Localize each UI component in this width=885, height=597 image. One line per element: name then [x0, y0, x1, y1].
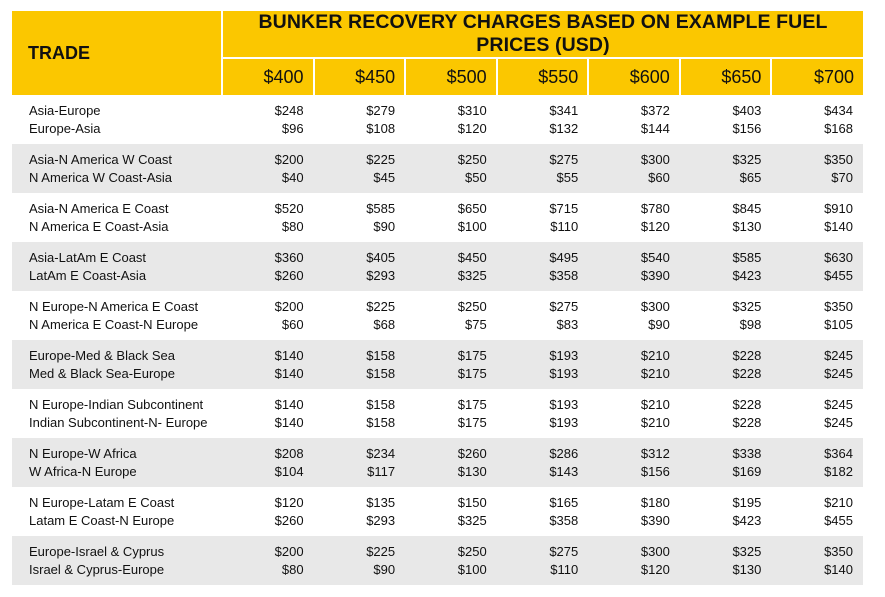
charge-outbound-value: $175 — [457, 347, 487, 363]
price-column-header: $650 — [680, 58, 772, 95]
charge-cell — [222, 95, 314, 144]
charge-cell — [680, 242, 772, 291]
price-column-header: $500 — [405, 58, 497, 95]
charge-cell — [314, 242, 406, 291]
charge-cell — [497, 389, 589, 438]
table-row — [12, 95, 863, 144]
charge-cell — [497, 487, 589, 536]
charge-cell — [222, 536, 314, 585]
trade-outbound-label: Asia-LatAm E Coast — [29, 249, 147, 265]
charge-outbound-value: $364 — [824, 445, 853, 461]
charge-outbound-value: $175 — [457, 396, 487, 412]
charge-return-value: $108 — [366, 120, 396, 136]
charge-cell — [588, 193, 680, 242]
charge-outbound-value: $325 — [732, 151, 762, 167]
charge-return-value: $65 — [739, 169, 762, 185]
charge-return-value: $228 — [732, 414, 762, 430]
charge-return-value: $50 — [464, 169, 487, 185]
charge-cell — [680, 536, 772, 585]
price-column-header: $400 — [222, 58, 314, 95]
charge-cell — [771, 389, 863, 438]
price-column-header: $600 — [588, 58, 680, 95]
charge-outbound-value: $585 — [366, 200, 396, 216]
charge-cell — [405, 438, 497, 487]
charge-return-value: $96 — [281, 120, 304, 136]
charge-outbound-value: $540 — [640, 249, 670, 265]
trade-cell — [12, 144, 222, 193]
charge-outbound-value: $210 — [640, 347, 670, 363]
table-row — [12, 242, 863, 291]
charge-return-value: $175 — [457, 365, 487, 381]
charge-outbound-value: $405 — [366, 249, 396, 265]
charge-return-value: $55 — [556, 169, 579, 185]
charge-cell — [497, 95, 589, 144]
charge-outbound-value: $312 — [640, 445, 670, 461]
charge-cell — [588, 487, 680, 536]
trade-return-label: Europe-Asia — [29, 120, 101, 136]
trade-return-label: W Africa-N Europe — [29, 463, 137, 479]
charge-return-value: $90 — [648, 316, 670, 332]
charge-return-value: $260 — [274, 512, 304, 528]
charge-return-value: $90 — [373, 561, 396, 577]
charge-return-value: $423 — [732, 267, 762, 283]
charge-cell — [405, 291, 497, 340]
trade-column-header: TRADE — [12, 11, 222, 95]
charge-outbound-value: $650 — [457, 200, 487, 216]
charge-cell — [405, 144, 497, 193]
charge-outbound-value: $434 — [824, 102, 853, 118]
charge-return-value: $325 — [457, 267, 487, 283]
bunker-charges-table-wrapper — [12, 11, 863, 585]
charge-outbound-value: $300 — [640, 543, 670, 559]
charge-cell — [680, 340, 772, 389]
charge-return-value: $83 — [556, 316, 579, 332]
trade-cell — [12, 438, 222, 487]
charge-cell — [314, 95, 406, 144]
charge-outbound-value: $193 — [549, 347, 579, 363]
charge-cell — [222, 144, 314, 193]
charge-outbound-value: $120 — [274, 494, 304, 510]
charge-outbound-value: $250 — [457, 151, 487, 167]
charge-cell — [222, 242, 314, 291]
charge-outbound-value: $325 — [732, 543, 762, 559]
table-row — [12, 144, 863, 193]
charge-cell — [771, 95, 863, 144]
charge-return-value: $169 — [732, 463, 762, 479]
table-row — [12, 487, 863, 536]
charge-return-value: $210 — [640, 365, 670, 381]
charge-cell — [680, 438, 772, 487]
trade-outbound-label: Asia-N America E Coast — [29, 200, 169, 216]
charge-cell — [771, 536, 863, 585]
charge-outbound-value: $350 — [824, 298, 853, 314]
charge-outbound-value: $158 — [366, 347, 396, 363]
charge-return-value: $80 — [281, 218, 304, 234]
charge-return-value: $140 — [274, 365, 304, 381]
charge-return-value: $60 — [281, 316, 304, 332]
charge-outbound-value: $780 — [640, 200, 670, 216]
price-column-header: $700 — [771, 58, 863, 95]
charge-cell — [314, 144, 406, 193]
trade-cell — [12, 242, 222, 291]
trade-cell — [12, 389, 222, 438]
charge-cell — [588, 291, 680, 340]
charge-outbound-value: $630 — [824, 249, 853, 265]
trade-cell — [12, 193, 222, 242]
charge-cell — [680, 144, 772, 193]
charge-return-value: $130 — [732, 561, 762, 577]
charge-outbound-value: $180 — [640, 494, 670, 510]
charge-outbound-value: $210 — [824, 494, 853, 510]
charge-outbound-value: $300 — [640, 298, 670, 314]
charge-outbound-value: $245 — [824, 396, 853, 412]
charge-return-value: $120 — [640, 218, 670, 234]
charge-outbound-value: $275 — [549, 151, 579, 167]
charge-return-value: $68 — [373, 316, 396, 332]
charge-cell — [680, 389, 772, 438]
charge-cell — [314, 536, 406, 585]
charge-cell — [405, 340, 497, 389]
trade-cell — [12, 340, 222, 389]
charge-cell — [405, 95, 497, 144]
charge-return-value: $120 — [457, 120, 487, 136]
charge-cell — [222, 438, 314, 487]
charge-return-value: $156 — [732, 120, 762, 136]
charge-cell — [314, 340, 406, 389]
table-row — [12, 389, 863, 438]
charge-outbound-value: $910 — [824, 200, 853, 216]
trade-return-label: N America E Coast-Asia — [29, 218, 169, 234]
charge-cell — [771, 144, 863, 193]
charge-outbound-value: $200 — [274, 151, 304, 167]
charge-return-value: $358 — [549, 512, 579, 528]
table-title: BUNKER RECOVERY CHARGES BASED ON EXAMPLE FUEL PRICES (USD) — [222, 11, 863, 58]
charge-return-value: $358 — [549, 267, 579, 283]
table-row — [12, 291, 863, 340]
charge-cell — [588, 340, 680, 389]
trade-cell — [12, 536, 222, 585]
charge-outbound-value: $195 — [732, 494, 762, 510]
charge-outbound-value: $210 — [640, 396, 670, 412]
charge-outbound-value: $225 — [366, 543, 396, 559]
charge-return-value: $70 — [831, 169, 853, 185]
charge-cell — [497, 340, 589, 389]
charge-return-value: $130 — [457, 463, 487, 479]
charge-return-value: $110 — [550, 218, 579, 234]
charge-cell — [405, 193, 497, 242]
charge-return-value: $104 — [274, 463, 304, 479]
table-body — [12, 95, 863, 585]
charge-return-value: $130 — [732, 218, 762, 234]
charge-return-value: $144 — [640, 120, 670, 136]
charge-cell — [588, 536, 680, 585]
charge-return-value: $90 — [373, 218, 396, 234]
charge-return-value: $193 — [549, 365, 579, 381]
charge-outbound-value: $310 — [457, 102, 487, 118]
charge-return-value: $143 — [549, 463, 579, 479]
charge-outbound-value: $228 — [732, 347, 762, 363]
charge-cell — [588, 242, 680, 291]
charge-return-value: $132 — [549, 120, 579, 136]
trade-cell — [12, 291, 222, 340]
charge-cell — [314, 438, 406, 487]
charge-return-value: $158 — [366, 365, 396, 381]
charge-return-value: $325 — [457, 512, 487, 528]
charge-return-value: $156 — [640, 463, 670, 479]
charge-cell — [497, 536, 589, 585]
trade-return-label: N America W Coast-Asia — [29, 169, 173, 185]
table-row — [12, 193, 863, 242]
charge-cell — [497, 438, 589, 487]
charge-return-value: $75 — [464, 316, 487, 332]
charge-cell — [588, 95, 680, 144]
charge-return-value: $245 — [824, 414, 853, 430]
charge-return-value: $45 — [373, 169, 396, 185]
trade-return-label: Israel & Cyprus-Europe — [29, 561, 165, 577]
charge-return-value: $193 — [549, 414, 579, 430]
charge-cell — [222, 291, 314, 340]
charge-return-value: $260 — [274, 267, 304, 283]
charge-cell — [405, 242, 497, 291]
charge-cell — [497, 193, 589, 242]
charge-cell — [771, 438, 863, 487]
charge-outbound-value: $225 — [366, 298, 396, 314]
charge-return-value: $293 — [366, 267, 396, 283]
charge-return-value: $140 — [824, 218, 853, 234]
bunker-charges-table — [12, 11, 863, 585]
charge-outbound-value: $495 — [549, 249, 579, 265]
charge-return-value: $140 — [824, 561, 853, 577]
charge-return-value: $40 — [281, 169, 304, 185]
charge-return-value: $168 — [824, 120, 853, 136]
charge-outbound-value: $200 — [274, 298, 304, 314]
charge-cell — [314, 487, 406, 536]
charge-outbound-value: $300 — [640, 151, 670, 167]
header-title-row — [12, 11, 863, 58]
charge-cell — [314, 193, 406, 242]
charge-outbound-value: $520 — [274, 200, 304, 216]
price-column-header: $550 — [497, 58, 589, 95]
charge-cell — [771, 340, 863, 389]
charge-outbound-value: $275 — [549, 298, 579, 314]
trade-outbound-label: Europe-Med & Black Sea — [29, 347, 175, 363]
trade-return-label: Med & Black Sea-Europe — [29, 365, 175, 381]
charge-return-value: $98 — [739, 316, 762, 332]
charge-cell — [222, 340, 314, 389]
charge-outbound-value: $350 — [824, 543, 853, 559]
charge-outbound-value: $234 — [366, 445, 396, 461]
trade-outbound-label: N Europe-N America E Coast — [29, 298, 199, 314]
trade-return-label: LatAm E Coast-Asia — [29, 267, 147, 283]
charge-cell — [680, 193, 772, 242]
charge-cell — [405, 389, 497, 438]
charge-cell — [497, 242, 589, 291]
charge-return-value: $120 — [640, 561, 670, 577]
charge-return-value: $245 — [824, 365, 853, 381]
charge-cell — [222, 487, 314, 536]
charge-return-value: $182 — [824, 463, 853, 479]
charge-cell — [314, 291, 406, 340]
charge-return-value: $80 — [281, 561, 304, 577]
charge-cell — [222, 193, 314, 242]
charge-cell — [497, 291, 589, 340]
charge-outbound-value: $325 — [732, 298, 762, 314]
charge-return-value: $455 — [824, 267, 853, 283]
charge-outbound-value: $286 — [549, 445, 579, 461]
charge-cell — [588, 144, 680, 193]
charge-outbound-value: $275 — [549, 543, 579, 559]
charge-outbound-value: $360 — [274, 249, 304, 265]
charge-outbound-value: $150 — [457, 494, 487, 510]
charge-cell — [771, 291, 863, 340]
charge-cell — [497, 144, 589, 193]
charge-cell — [771, 242, 863, 291]
charge-return-value: $117 — [367, 463, 396, 479]
charge-outbound-value: $845 — [732, 200, 762, 216]
charge-return-value: $100 — [457, 218, 487, 234]
charge-outbound-value: $250 — [457, 298, 487, 314]
price-column-header: $450 — [314, 58, 406, 95]
charge-return-value: $228 — [732, 365, 762, 381]
charge-outbound-value: $158 — [366, 396, 396, 412]
charge-outbound-value: $279 — [366, 102, 396, 118]
charge-cell — [588, 438, 680, 487]
charge-cell — [771, 193, 863, 242]
charge-return-value: $140 — [274, 414, 304, 430]
charge-cell — [680, 487, 772, 536]
trade-outbound-label: Asia-N America W Coast — [29, 151, 173, 167]
charge-outbound-value: $248 — [274, 102, 304, 118]
trade-outbound-label: Europe-Israel & Cyprus — [29, 543, 165, 559]
charge-outbound-value: $193 — [549, 396, 579, 412]
charge-outbound-value: $350 — [824, 151, 853, 167]
charge-return-value: $423 — [732, 512, 762, 528]
charge-return-value: $390 — [640, 512, 670, 528]
charge-outbound-value: $200 — [274, 543, 304, 559]
charge-return-value: $210 — [640, 414, 670, 430]
trade-return-label: Indian Subcontinent-N- Europe — [29, 414, 208, 430]
charge-outbound-value: $140 — [274, 396, 304, 412]
charge-return-value: $455 — [824, 512, 853, 528]
charge-cell — [222, 389, 314, 438]
trade-return-label: Latam E Coast-N Europe — [29, 512, 175, 528]
charge-return-value: $110 — [550, 561, 579, 577]
table-row — [12, 438, 863, 487]
trade-outbound-label: N Europe-Indian Subcontinent — [29, 396, 204, 412]
trade-outbound-label: N Europe-Latam E Coast — [29, 494, 175, 510]
trade-cell — [12, 487, 222, 536]
charge-cell — [405, 487, 497, 536]
charge-cell — [588, 389, 680, 438]
charge-outbound-value: $372 — [640, 102, 670, 118]
charge-outbound-value: $245 — [824, 347, 853, 363]
charge-cell — [314, 389, 406, 438]
charge-outbound-value: $341 — [549, 102, 579, 118]
trade-cell — [12, 95, 222, 144]
charge-cell — [680, 95, 772, 144]
charge-outbound-value: $338 — [732, 445, 762, 461]
charge-outbound-value: $208 — [274, 445, 304, 461]
charge-return-value: $390 — [640, 267, 670, 283]
charge-outbound-value: $260 — [457, 445, 487, 461]
charge-return-value: $60 — [648, 169, 670, 185]
charge-outbound-value: $135 — [366, 494, 396, 510]
charge-outbound-value: $140 — [274, 347, 304, 363]
trade-outbound-label: N Europe-W Africa — [29, 445, 137, 461]
charge-outbound-value: $715 — [549, 200, 579, 216]
table-row — [12, 536, 863, 585]
charge-outbound-value: $165 — [549, 494, 579, 510]
charge-return-value: $293 — [366, 512, 396, 528]
charge-outbound-value: $585 — [732, 249, 762, 265]
charge-cell — [405, 536, 497, 585]
charge-outbound-value: $250 — [457, 543, 487, 559]
charge-return-value: $158 — [366, 414, 396, 430]
charge-outbound-value: $403 — [732, 102, 762, 118]
charge-outbound-value: $450 — [457, 249, 487, 265]
charge-outbound-value: $225 — [366, 151, 396, 167]
charge-cell — [680, 291, 772, 340]
charge-return-value: $100 — [457, 561, 487, 577]
charge-outbound-value: $228 — [732, 396, 762, 412]
table-row — [12, 340, 863, 389]
trade-outbound-label: Asia-Europe — [29, 102, 101, 118]
trade-return-label: N America E Coast-N Europe — [29, 316, 199, 332]
charge-cell — [771, 487, 863, 536]
charge-return-value: $105 — [824, 316, 853, 332]
charge-return-value: $175 — [457, 414, 487, 430]
